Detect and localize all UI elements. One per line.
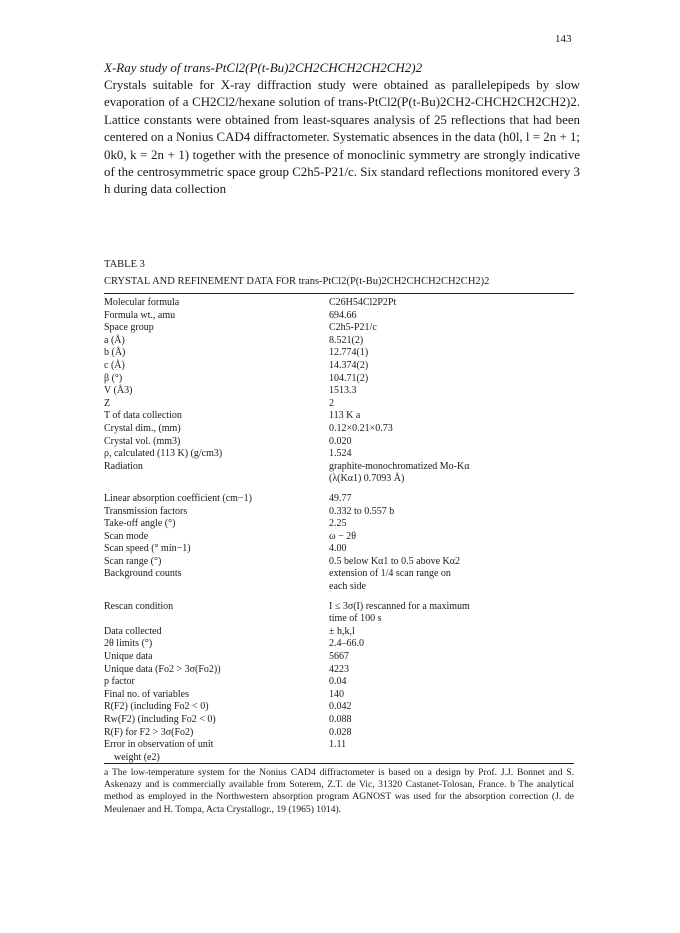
row-value: 140 xyxy=(329,688,344,700)
row-label: Scan speed (° min−1) xyxy=(104,543,191,555)
table-row xyxy=(104,398,574,411)
row-value: C2h5-P21/c xyxy=(329,322,377,334)
row-value: extension of 1/4 scan range on xyxy=(329,568,451,580)
row-value: graphite-monochromatized Mo-Kα xyxy=(329,460,470,472)
table-bottom-rule xyxy=(104,763,574,764)
row-label: Rescan condition xyxy=(104,600,174,612)
row-value: C26H54Cl2P2Pt xyxy=(329,297,397,308)
row-label: Formula wt., amu xyxy=(104,309,176,321)
table-row xyxy=(104,739,574,752)
row-label: Take-off angle (°) xyxy=(104,518,176,530)
row-label: c (Å) xyxy=(104,359,125,371)
table-caption: CRYSTAL AND REFINEMENT DATA FOR trans-PtCl2(P(t-Bu)2CH2CHCH2CH2CH2)2 xyxy=(104,276,490,287)
data-table xyxy=(104,297,574,764)
row-label: a (Å) xyxy=(104,334,125,346)
page-number: 143 xyxy=(555,33,572,45)
table-row xyxy=(104,423,574,436)
table-label: TABLE 3 xyxy=(104,259,145,270)
table-row xyxy=(104,347,574,360)
row-label: ρ, calculated (113 K) (g/cm3) xyxy=(104,448,223,460)
table-row-continuation xyxy=(104,581,574,594)
row-value: 2 xyxy=(329,397,334,409)
table-row xyxy=(104,543,574,556)
row-label: b (Å) xyxy=(104,347,126,359)
row-value: 104.71(2) xyxy=(329,372,369,384)
body-paragraph: Crystals suitable for X-ray diffraction study were obtained as parallelepipeds by slow evaporation of a CH2Cl2/hexane solution of trans-PtCl2(P(t-Bu)2CH2-CHCH2CH2CH2)2. Lattice constants were obtained from least-squares analysis of 25 reflections that had been centered on a Nonius CAD4 diffractometer. Systematic absences in the data (h0l, l = 2n + 1; 0k0, k = 2n + 1) together with the presence of monoclinic symmetry are strongly indicative of the centrosymmetric space group C2h5-P21/c. Six standard reflections monitored every 3 h during data collection xyxy=(104,78,580,197)
table-row xyxy=(104,689,574,702)
row-value: 49.77 xyxy=(329,492,352,504)
row-label: Background counts xyxy=(104,568,182,580)
row-value: 0.042 xyxy=(329,701,352,713)
table-row xyxy=(104,556,574,569)
row-label: β (°) xyxy=(104,372,123,384)
table-row xyxy=(104,518,574,531)
row-value: 0.088 xyxy=(329,714,352,725)
row-label: R(F) for F2 > 3σ(Fo2) xyxy=(104,726,194,738)
row-label: Z xyxy=(104,397,111,409)
table-row-continuation xyxy=(104,613,574,626)
row-value: 1.11 xyxy=(329,739,347,751)
row-label: Space group xyxy=(104,322,154,334)
table-row xyxy=(104,626,574,639)
table-row xyxy=(104,297,574,310)
row-label: Scan range (°) xyxy=(104,555,162,567)
table-row xyxy=(104,373,574,386)
row-value: 4223 xyxy=(329,663,349,675)
table-row xyxy=(104,568,574,581)
row-label: V (Å3) xyxy=(104,385,133,397)
row-label: Molecular formula xyxy=(104,297,180,308)
row-value: 12.774(1) xyxy=(329,347,369,359)
row-value: 1513.3 xyxy=(329,385,357,397)
table-row xyxy=(104,676,574,689)
row-label: Rw(F2) (including Fo2 < 0) xyxy=(104,714,216,725)
row-value: 0.332 to 0.557 b xyxy=(329,505,395,517)
table-top-rule xyxy=(104,293,574,294)
row-value: 0.12×0.21×0.73 xyxy=(329,422,393,434)
table-footnote: a The low-temperature system for the Nonius CAD4 diffractometer is based on a design by Prof. J.J. Bonnet and S. Askenazy and is commercially available from Soterem, Z.T. de Vic, 31320 Castanet-Tolosan, France. b The analytical method as employed in the Northwestern absorption program AGNOST was used for the absorption correction (J. de Meulenaer and H. Tompa, Acta Crystallogr., 19 (1965) 1014). xyxy=(104,767,574,815)
table-row xyxy=(104,360,574,373)
table-row xyxy=(104,727,574,740)
table-row-continuation xyxy=(104,473,574,486)
row-label: Data collected xyxy=(104,625,162,637)
row-label-continuation: weight (e2) xyxy=(114,751,160,763)
row-value: 2.4–66.0 xyxy=(329,638,364,650)
row-label: Error in observation of unit xyxy=(104,739,214,751)
table-row xyxy=(104,506,574,519)
row-label: p factor xyxy=(104,676,135,688)
table-row xyxy=(104,436,574,449)
table-row xyxy=(104,448,574,461)
row-value: I ≤ 3σ(I) rescanned for a maximum xyxy=(329,600,470,612)
row-label-continuation xyxy=(104,613,329,626)
table-row xyxy=(104,385,574,398)
row-label: Radiation xyxy=(104,460,143,472)
table-row xyxy=(104,531,574,544)
table-row xyxy=(104,664,574,677)
row-value: ± h,k,l xyxy=(329,625,355,637)
table-row xyxy=(104,335,574,348)
row-value: 0.04 xyxy=(329,676,347,688)
row-label: Scan mode xyxy=(104,530,149,542)
row-value-continuation: (λ(Kα1) 0.7093 Å) xyxy=(329,473,405,485)
table-row xyxy=(104,410,574,423)
table-row xyxy=(104,701,574,714)
row-value: 2.25 xyxy=(329,518,347,530)
row-value-continuation: time of 100 s xyxy=(329,613,382,625)
row-label-continuation xyxy=(104,473,329,486)
table-row xyxy=(104,310,574,323)
row-label: Crystal vol. (mm3) xyxy=(104,435,181,447)
row-value-continuation: each side xyxy=(329,581,366,593)
row-value: 0.020 xyxy=(329,435,352,447)
table-row xyxy=(104,601,574,614)
row-value: 5667 xyxy=(329,651,349,663)
row-value: 0.028 xyxy=(329,726,352,738)
table-row xyxy=(104,638,574,651)
table-row xyxy=(104,651,574,664)
row-label: Unique data (Fo2 > 3σ(Fo2)) xyxy=(104,663,221,675)
row-label: Transmission factors xyxy=(104,505,188,517)
table-row xyxy=(104,322,574,335)
table-row xyxy=(104,461,574,474)
row-value: ω − 2θ xyxy=(329,530,357,542)
row-label: Crystal dim., (mm) xyxy=(104,422,181,434)
row-value: 0.5 below Kα1 to 0.5 above Kα2 xyxy=(329,555,461,567)
row-label: Unique data xyxy=(104,651,153,663)
row-label: Linear absorption coefficient (cm−1) xyxy=(104,492,252,504)
row-value: 4.00 xyxy=(329,543,347,555)
section-title: X-Ray study of trans-PtCl2(P(t-Bu)2CH2CHCH2CH2CH2)2 xyxy=(104,60,423,75)
row-value: 14.374(2) xyxy=(329,359,369,371)
row-value: 694.66 xyxy=(329,309,357,321)
table-row xyxy=(104,493,574,506)
row-value: 8.521(2) xyxy=(329,334,364,346)
row-label-continuation xyxy=(104,581,329,594)
row-label: 2θ limits (°) xyxy=(104,638,153,650)
row-label: T of data collection xyxy=(104,410,182,422)
table-row xyxy=(104,714,574,727)
row-label: Final no. of variables xyxy=(104,688,189,700)
row-label: R(F2) (including Fo2 < 0) xyxy=(104,701,209,713)
row-value: 1.524 xyxy=(329,448,352,460)
row-value: 113 K a xyxy=(329,410,361,422)
